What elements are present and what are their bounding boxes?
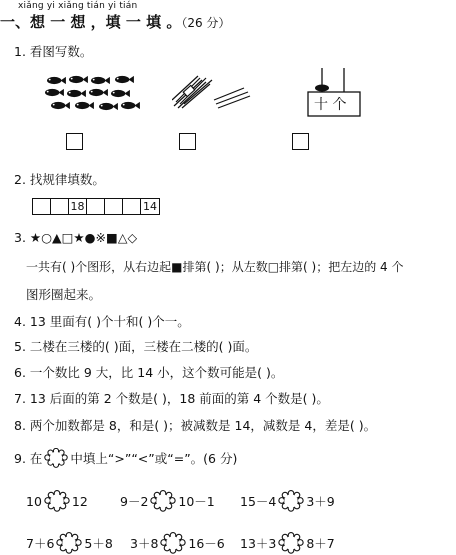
question-9-label: [14, 448, 237, 468]
section-title: [0, 11, 230, 32]
question-3-label: 3. ★○▲□★●※■△◇: [14, 230, 138, 245]
comparison-exercise: [240, 490, 335, 512]
fish-group-image: [44, 74, 144, 114]
answer-box-abacus[interactable]: [292, 133, 309, 150]
flower-answer-slot-icon[interactable]: [44, 490, 70, 512]
flower-answer-slot-icon[interactable]: [160, 532, 186, 554]
question-3-line-2: 图形圈起来。: [26, 287, 102, 302]
exercise-right: 12: [71, 493, 88, 509]
exercise-right: 3＋9: [306, 494, 335, 509]
exercise-left: 7＋6: [26, 536, 55, 551]
question-9-suffix: 中填上“>”“<”或“=”。(6 分): [70, 451, 238, 466]
question-9-prefix: 9. 在: [14, 451, 43, 466]
question-2-label: 2. 找规律填数。: [14, 172, 105, 187]
exercise-right: 10－1: [178, 494, 215, 509]
exercise-left: 13＋3: [240, 536, 277, 551]
exercise-right: 8＋7: [306, 536, 335, 551]
comparison-exercise: [130, 532, 225, 554]
flower-circle-icon: [44, 448, 68, 468]
exercise-right: 5＋8: [84, 536, 113, 551]
exercise-left: 3＋8: [130, 536, 159, 551]
sequence-cell[interactable]: [105, 199, 123, 214]
abacus-place-label: 十 个: [314, 97, 347, 113]
sequence-cell: 18: [69, 199, 87, 214]
question-4: 4. 13 里面有( )个十和( )个一。: [14, 314, 190, 329]
flower-answer-slot-icon[interactable]: [56, 532, 82, 554]
comparison-exercise: [120, 490, 215, 512]
answer-box-sticks[interactable]: [179, 133, 196, 150]
flower-answer-slot-icon[interactable]: [278, 532, 304, 554]
sequence-cell[interactable]: [123, 199, 141, 214]
sequence-cell[interactable]: [33, 199, 51, 214]
question-8: 8. 两个加数都是 8，和是( )；被减数是 14，减数是 4，差是( )。: [14, 418, 377, 433]
question-5: 5. 二楼在三楼的( )面，三楼在二楼的( )面。: [14, 339, 258, 354]
question-7: 7. 13 后面的第 2 个数是( )，18 前面的第 4 个数是( )。: [14, 391, 329, 406]
answer-box-fish[interactable]: [66, 133, 83, 150]
sticks-bundle-image: [172, 74, 252, 114]
sequence-cell: 14: [143, 200, 157, 213]
abacus-image: [306, 66, 362, 118]
exercise-left: 9－2: [120, 494, 149, 509]
sequence-cell[interactable]: [87, 199, 105, 214]
question-1-label: 1. 看图写数。: [14, 44, 93, 59]
sequence-cells: [32, 198, 160, 215]
question-3-line-1: 一共有( )个图形，从右边起■排第( )；从左数□排第( )；把左边的 4 个: [26, 260, 404, 274]
comparison-exercise: [26, 490, 88, 512]
section-title-text: 一、想 一 想 ，填 一 填 。: [0, 13, 182, 31]
question-6: 6. 一个数比 9 大，比 14 小，这个数可能是( )。: [14, 365, 284, 380]
sequence-cell[interactable]: [51, 199, 69, 214]
exercise-left: 15－4: [240, 494, 277, 509]
exercise-right: 16－6: [188, 536, 225, 551]
comparison-exercise: [26, 532, 113, 554]
flower-answer-slot-icon[interactable]: [150, 490, 176, 512]
comparison-exercise: [240, 532, 335, 554]
flower-answer-slot-icon[interactable]: [278, 490, 304, 512]
exercise-left: 10: [26, 493, 42, 509]
title-pinyin: xiǎng yi xiǎng tián yi tián: [18, 1, 138, 11]
section-score: （26 分）: [181, 16, 231, 30]
